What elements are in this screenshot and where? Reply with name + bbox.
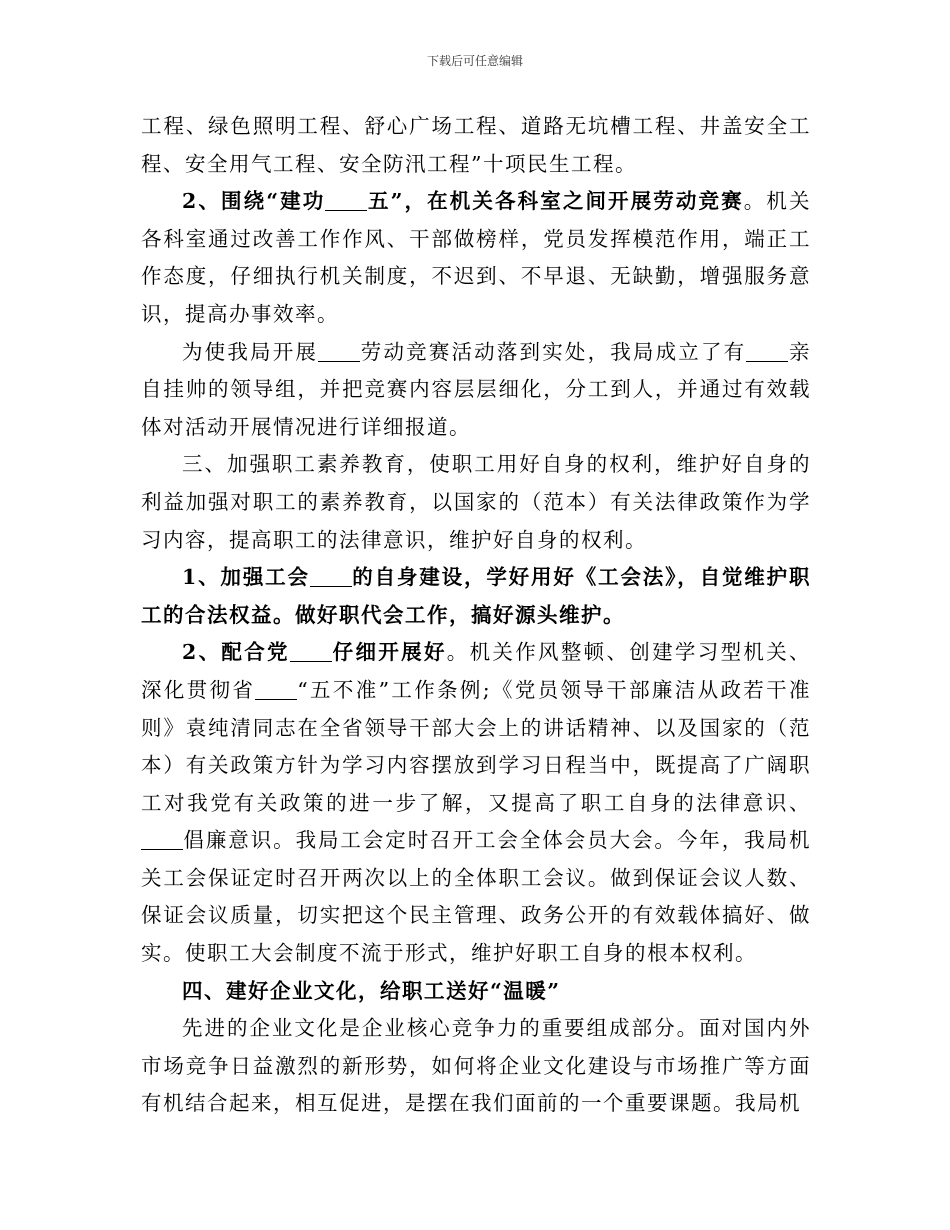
paragraph-6-heading-part-2: 仔细开展好 bbox=[331, 640, 447, 665]
paragraph-6-text-3: 倡廉意识。我局工会定时召开工会全体会员大会。今年，我局机关工会保证定时召开两次以上的全体职工会议。做到保证会议人数、保证会议质量，切实把这个民主管理、政务公开的有效载体搞好、做实。使职工大会制度不流于形式，维护好职工自身的根本权利。 bbox=[141, 828, 811, 966]
fill-blank bbox=[141, 829, 183, 851]
paragraph-2-text: 。机关各科室通过改善工作作风、干部做榜样，党员发挥模范作用，端正工作态度，仔细执行机关制度，不迟到、不早退、无缺勤，增强服务意识，提高办事效率。 bbox=[141, 189, 811, 326]
paragraph-3 bbox=[141, 334, 811, 447]
fill-blank bbox=[290, 641, 332, 663]
paragraph-3-text-2: 劳动竞赛活动落到实处，我局成立了有 bbox=[360, 339, 747, 364]
fill-blank bbox=[318, 340, 360, 362]
paragraph-6-heading-part-1: 2、配合党 bbox=[182, 640, 290, 665]
fill-blank bbox=[310, 566, 352, 588]
document-body bbox=[141, 108, 811, 1123]
paragraph-5-heading bbox=[141, 559, 811, 634]
fill-blank bbox=[325, 190, 367, 212]
paragraph-3-text-3: 亲自挂帅的领导组，并把竞赛内容层层细化，分工到人，并通过有效载体对活动开展情况进行详细报道。 bbox=[141, 339, 812, 439]
paragraph-2-heading-part-1: 2、围绕“建功 bbox=[182, 189, 326, 214]
paragraph-2-heading-part-2: 五”，在机关各科室之间开展劳动竞赛 bbox=[367, 189, 744, 214]
paragraph-5-text-2: 的自身建设，学好用好《工会法》，自觉维护职工的合法权益。做好职代会工作，搞好源头维护。 bbox=[141, 565, 812, 627]
paragraph-1: 工程、绿色照明工程、舒心广场工程、道路无坑槽工程、井盖安全工程、安全用气工程、安全防汛工程”十项民生工程。 bbox=[141, 114, 811, 176]
paragraph-2 bbox=[141, 183, 811, 333]
paragraph-3-text-1: 为使我局开展 bbox=[182, 339, 319, 364]
paragraph-4: 三、加强职工素养教育，使职工用好自身的权利，维护好自身的利益加强对职工的素养教育，以国家的（范本）有关法律政策作为学习内容，提高职工的法律意识，维护好自身的权利。 bbox=[141, 452, 811, 552]
paragraph-5-text-1: 1、加强工会 bbox=[182, 565, 310, 590]
section-heading-4: 四、建好企业文化，给职工送好“温暖” bbox=[182, 978, 561, 1003]
paragraph-6-text-2: “五不准”工作条例;《党员领导干部廉洁从政若干准则》袁纯清同志在全省领导干部大会上的讲话精神、以及国家的（范本）有关政策方针为学习内容摆放到学习日程当中，既提高了广阔职工对我党有关政策的进一步了解，又提高了职工自身的法律意识、 bbox=[141, 677, 811, 815]
fill-blank bbox=[746, 340, 788, 362]
page-header: 下载后可任意编辑 bbox=[426, 54, 523, 68]
fill-blank bbox=[255, 678, 297, 700]
paragraph-8: 先进的企业文化是企业核心竞争力的重要组成部分。面对国内外市场竞争日益激烈的新形势，如何将企业文化建设与市场推广等方面有机结合起来，相互促进，是摆在我们面前的一个重要课题。我局机 bbox=[141, 1016, 811, 1116]
paragraph-6 bbox=[141, 634, 811, 972]
paragraph-6-text-1: 。机关作风整顿、创建学习型机关、深化贯彻省 bbox=[141, 640, 812, 702]
